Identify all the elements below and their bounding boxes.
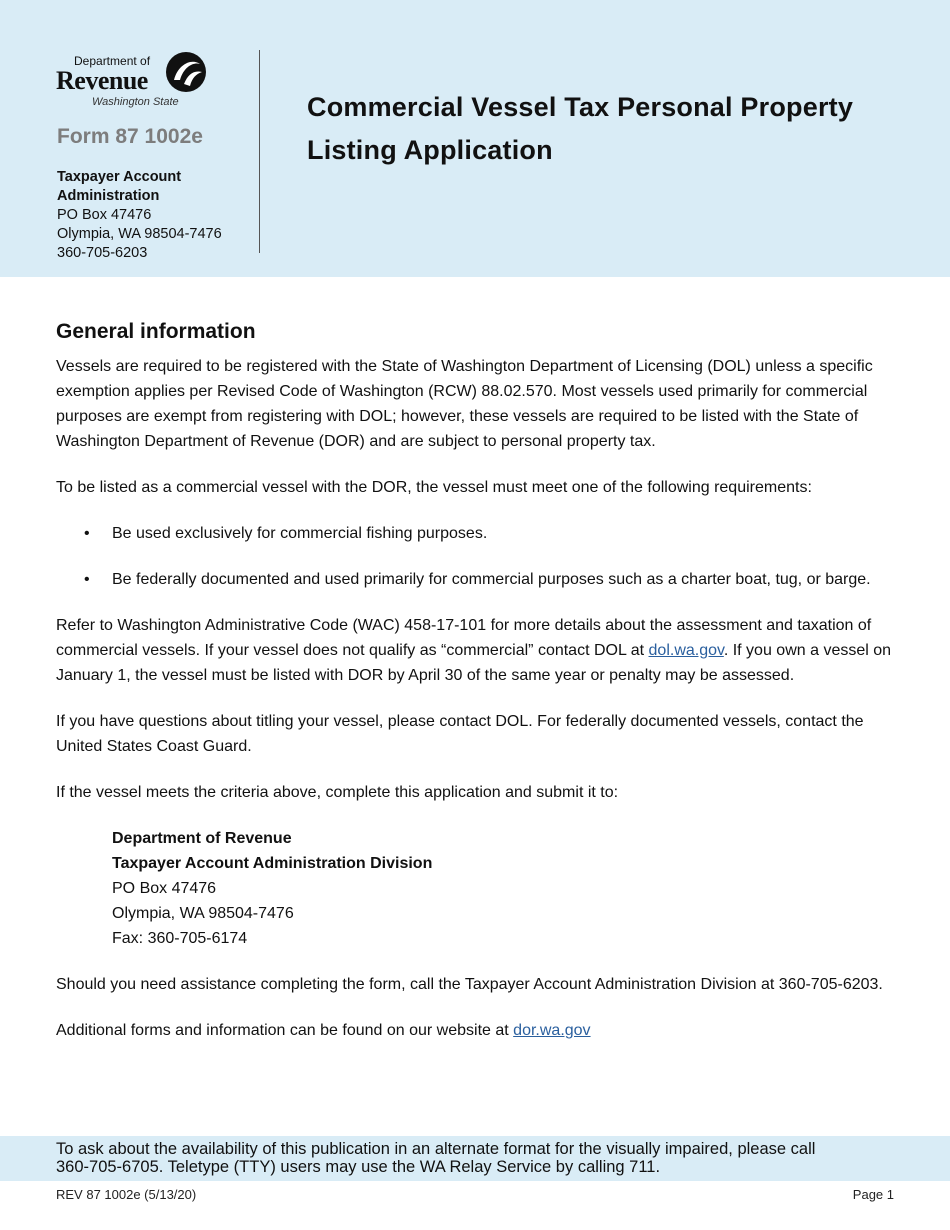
address-line1: Department of Revenue xyxy=(112,830,292,847)
header-divider xyxy=(259,50,260,253)
logo-swoosh-icon xyxy=(164,50,208,94)
dor-logo xyxy=(56,48,211,112)
list-item xyxy=(56,567,896,592)
requirements-list xyxy=(56,521,896,592)
title-line1: Commercial Vessel Tax Personal Property xyxy=(307,92,854,122)
mailing-address xyxy=(56,826,896,951)
footer-page-number: Page 1 xyxy=(852,1187,894,1202)
agency-contact-block xyxy=(57,168,257,263)
accessibility-notice xyxy=(56,1140,916,1176)
paragraph-assistance: Should you need assistance completing the form, call the Taxpayer Account Administration Division at 360-705-6203. xyxy=(56,976,883,993)
form-number: Form 87 1002e xyxy=(57,125,203,148)
address-line4: Olympia, WA 98504-7476 xyxy=(112,905,294,922)
general-information-section xyxy=(56,318,896,1064)
paragraph-submit-intro: If the vessel meets the criteria above, complete this application and submit it to: xyxy=(56,784,619,801)
dol-website-link[interactable]: dol.wa.gov xyxy=(648,642,724,659)
bullet-icon: • xyxy=(84,571,90,588)
paragraph-registration: Vessels are required to be registered with the State of Washington Department of Licensing (DOL) unless a specific exemption applies per Revised Code of Washington (RCW) 88.02.570. Most vessels used primarily for commercial purposes are exempt from registering with DOL; however, these vessels are required to be listed with the State of Washington Department of Revenue (DOR) and are subject to personal property tax. xyxy=(56,358,873,450)
logo-revenue-text: Revenue xyxy=(56,66,148,95)
title-line2: Listing Application xyxy=(307,135,553,165)
logo-department-text: Department of xyxy=(74,54,151,68)
accessibility-line1: To ask about the availability of this publication in an alternate format for the visually impaired, please call xyxy=(56,1140,816,1158)
paragraph-website xyxy=(56,1018,896,1043)
paragraph-website-text: Additional forms and information can be found on our website at xyxy=(56,1022,514,1039)
paragraph-wac xyxy=(56,613,896,688)
accessibility-line2: 360-705-6705. Teletype (TTY) users may use the WA Relay Service by calling 711. xyxy=(56,1158,661,1176)
paragraph-titling: If you have questions about titling your vessel, please contact DOL. For federally documented vessels, contact the United States Coast Guard. xyxy=(56,713,864,755)
paragraph-wac-text-after: . If you own a vessel on January 1, the vessel must be listed with DOR by April 30 of the same year or penalty may be assessed. xyxy=(56,642,892,684)
list-item xyxy=(56,521,896,546)
list-item-text: Be used exclusively for commercial fishing purposes. xyxy=(112,525,488,542)
agency-phone: 360-705-6203 xyxy=(57,245,148,261)
agency-city: Olympia, WA 98504-7476 xyxy=(57,226,222,242)
page-title xyxy=(307,86,907,172)
paragraph-wac-text-before: Refer to Washington Administrative Code (WAC) 458-17-101 for more details about the assessment and taxation of commercial vessels. If your vessel does not qualify as “commercial” contact DOL at xyxy=(56,617,872,659)
section-heading: General information xyxy=(56,320,256,343)
address-fax: Fax: 360-705-6174 xyxy=(112,930,248,947)
paragraph-requirements-intro: To be listed as a commercial vessel with the DOR, the vessel must meet one of the following requirements: xyxy=(56,479,812,496)
address-line2: Taxpayer Account Administration Division xyxy=(112,855,433,872)
dor-website-link[interactable]: dor.wa.gov xyxy=(513,1022,591,1039)
bullet-icon: • xyxy=(84,525,90,542)
address-line3: PO Box 47476 xyxy=(112,880,217,897)
logo-state-text: Washington State xyxy=(92,96,179,108)
footer-form-revision: REV 87 1002e (5/13/20) xyxy=(56,1187,197,1202)
agency-name-line2: Administration xyxy=(57,188,160,204)
agency-name-line1: Taxpayer Account xyxy=(57,169,182,185)
list-item-text: Be federally documented and used primarily for commercial purposes such as a charter boat, tug, or barge. xyxy=(112,571,871,588)
agency-po-box: PO Box 47476 xyxy=(57,207,152,223)
